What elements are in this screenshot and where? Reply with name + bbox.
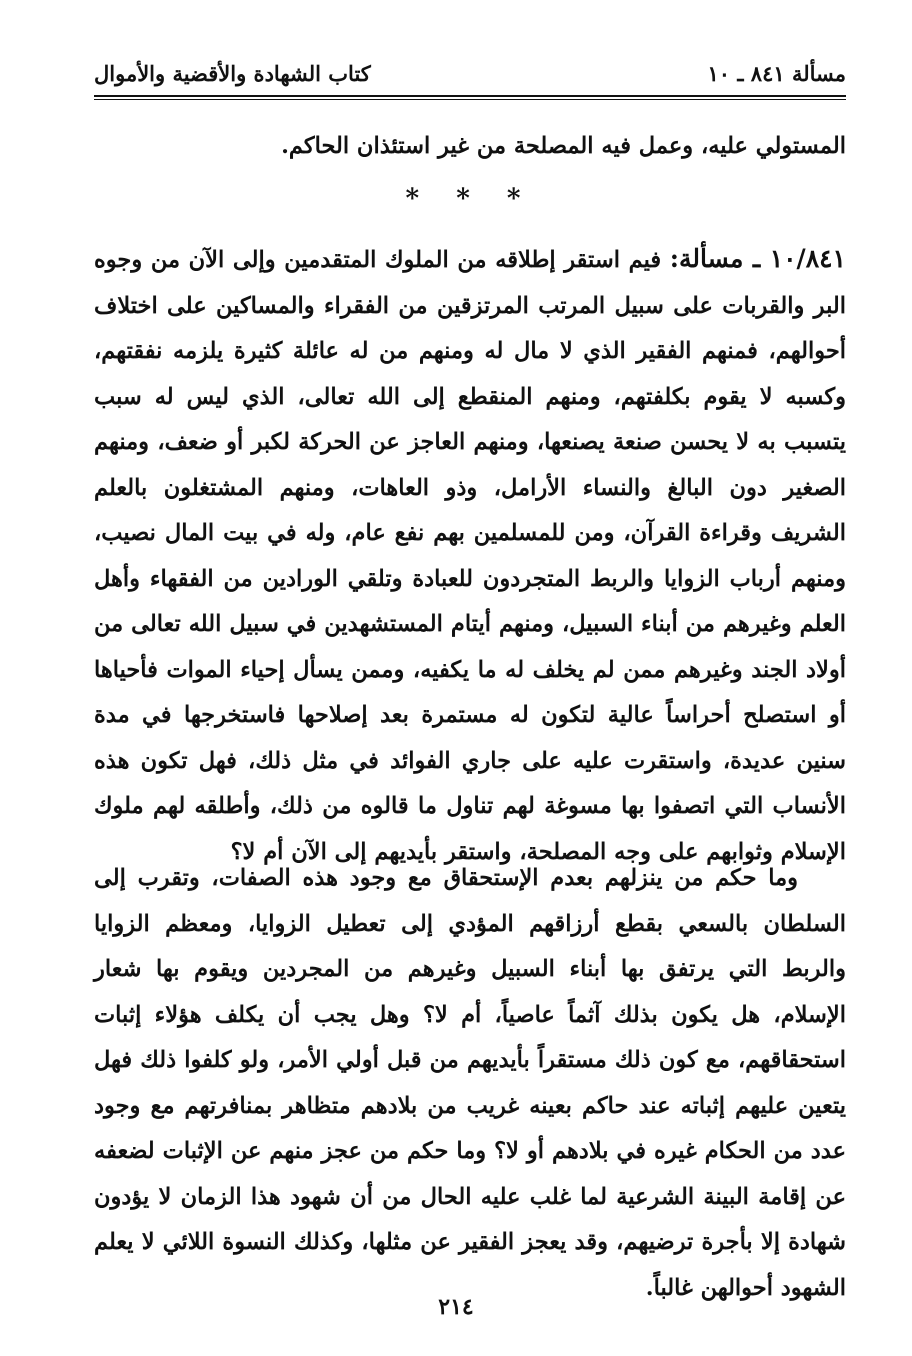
section-separator: * * * (405, 184, 535, 214)
book-title: كتاب الشهادة والأقضية والأموال (94, 60, 371, 86)
question-paragraph (94, 236, 846, 875)
page-number: ٢١٤ (438, 1294, 474, 1320)
question-text: فيم استقر إطلاقه من الملوك المتقدمين وإلى الآن من وجوه البر والقربات على سبيل المرتب المرتزقين من الفقراء والمساكين على اختلاف أحوالهم، فمنهم الفقير الذي لا مال له ومنهم من له عائلة كثيرة يلزمه نفقتهم، وكسبه لا يقوم بكلفتهم، ومنهم المنقطع إلى الله تعالى، الذي ليس له سبب يتسبب به لا يحسن صنعة يصنعها، ومنهم العاجز عن الحركة لكبر أو ضعف، ومنهم الصغير دون البالغ والنساء الأرامل، وذو العاهات، ومنهم المشتغلون بالعلم الشريف وقراءة القرآن، ومن للمسلمين بهم نفع عام، وله في بيت المال نصيب، ومنهم أرباب الزوايا والربط المتجردون للعبادة وتلقي الورادين من الفقهاء وأهل العلم وغيرهم من أبناء السبيل، ومنهم أيتام المستشهدين في سبيل الله تعالى من أولاد الجند وغيرهم ممن لم يخلف له ما يكفيه، وممن يسأل إحياء الموات فأحياها أو استصلح أحراساً عالية لتكون له مستمرة بعد إصلاحها فاستخرجها في مدة سنين عديدة، واستقرت عليه على جاري الفوائد في مثل ذلك، فهل تكون هذه الأنساب التي اتصفوا بها مسوغة لهم تناول ما قالوه من ذلك، وأطلقه لهم ملوك الإسلام وثوابهم على وجه المصلحة، واستقر بأيديهم إلى الآن أم لا؟ (94, 247, 846, 865)
second-paragraph: وما حكم من ينزلهم بعدم الإستحقاق مع وجود هذه الصفات، وتقرب إلى السلطان بالسعي بقطع أرزاقهم المؤدي إلى تعطيل الزوايا، ومعظم الزوايا والربط التي يرتفق بها أبناء السبيل وغيرهم من المجردين ويقوم بها شعار الإسلام، هل يكون بذلك آثماً عاصياً، أم لا؟ وهل يجب أن يكلف هؤلاء إثبات استحقاقهم، مع كون ذلك مستقراً بأيديهم من قبل أولي الأمر، ولو كلفوا ذلك فهل يتعين عليهم إثباته عند حاكم بعينه غريب من بلادهم متظاهر بمنافرتهم مع وجود عدد من الحكام غيره في بلادهم أو لا؟ وما حكم من عجز منهم عن الإثبات لضعفه عن إقامة البينة الشرعية لما غلب عليه الحال من أن شهود هذا الزمان لا يؤدون شهادة إلا بأجرة ترضيهم، وقد يعجز الفقير عن مثلها، وكذلك النسوة اللائي لا يعلم الشهود أحوالهن غالباً. (94, 865, 846, 1301)
continuation-paragraph: المستولي عليه، وعمل فيه المصلحة من غير استئذان الحاكم. (281, 133, 846, 159)
header-rule (94, 95, 846, 100)
issue-number: ١٠/٨٤١ ـ مسألة: (669, 244, 846, 273)
issue-reference: مسألة ٨٤١ ـ ١٠ (707, 60, 846, 86)
running-head (94, 56, 846, 90)
